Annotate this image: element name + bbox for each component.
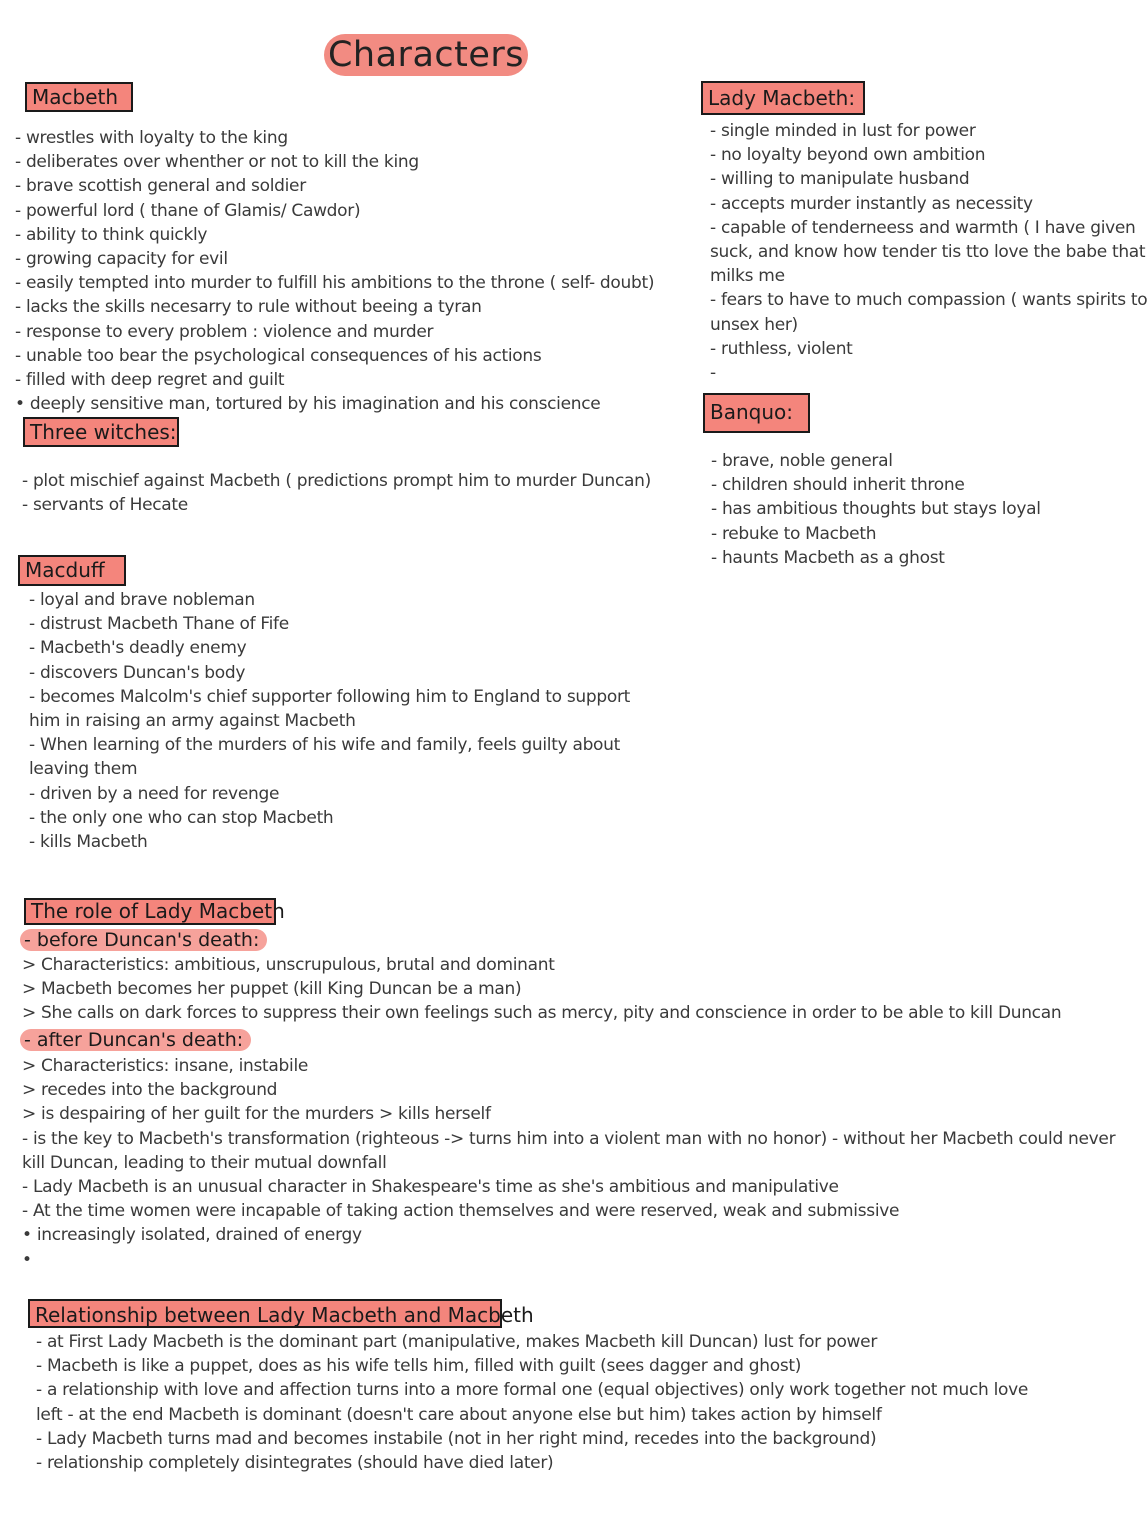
list-item: • deeply sensitive man, tortured by his imagination and his conscience xyxy=(15,394,601,415)
banquo-heading: Banquo: xyxy=(703,393,810,433)
before-death-label: - before Duncan's death: xyxy=(20,929,267,951)
list-item: - no loyalty beyond own ambition xyxy=(710,145,986,166)
list-item: - plot mischief against Macbeth ( predictions prompt him to murder Duncan) xyxy=(22,471,651,491)
list-item: - discovers Duncan's body xyxy=(29,662,246,683)
list-item: > Macbeth becomes her puppet (kill King Duncan be a man) xyxy=(22,979,522,1000)
list-item: - wrestles with loyalty to the king xyxy=(15,128,288,148)
list-item: unsex her) xyxy=(710,314,798,335)
list-item: - When learning of the murders of his wife and family, feels guilty about xyxy=(29,735,620,756)
list-item: - powerful lord ( thane of Glamis/ Cawdor) xyxy=(15,200,361,221)
list-item: - haunts Macbeth as a ghost xyxy=(711,547,945,568)
list-item: - brave scottish general and soldier xyxy=(15,176,306,197)
list-item: - fears to have to much compassion ( wants spirits to xyxy=(710,290,1147,311)
list-item: - willing to manipulate husband xyxy=(710,169,970,190)
list-item: > Characteristics: ambitious, unscrupulous, brutal and dominant xyxy=(22,955,555,975)
list-item: - the only one who can stop Macbeth xyxy=(29,807,334,828)
relationship-heading: Relationship between Lady Macbeth and Macbeth xyxy=(28,1299,502,1328)
list-item: - loyal and brave nobleman xyxy=(29,590,255,610)
list-item: - servants of Hecate xyxy=(22,495,188,516)
list-item: him in raising an army against Macbeth xyxy=(29,711,356,732)
lady-macbeth-heading: Lady Macbeth: xyxy=(701,81,865,115)
list-item: - driven by a need for revenge xyxy=(29,783,280,804)
list-item: - at First Lady Macbeth is the dominant part (manipulative, makes Macbeth kill Duncan) lust for power xyxy=(36,1332,878,1352)
list-item: - becomes Malcolm's chief supporter following him to England to support xyxy=(29,686,631,707)
list-item: - easily tempted into murder to fulfill his ambitions to the throne ( self- doubt) xyxy=(15,273,655,294)
list-item: - ruthless, violent xyxy=(710,338,853,359)
macbeth-heading: Macbeth xyxy=(25,82,133,112)
list-item: - distrust Macbeth Thane of Fife xyxy=(29,614,289,635)
lady-macbeth-list xyxy=(710,119,1147,385)
after-death-list xyxy=(22,1054,1116,1272)
banquo-list xyxy=(711,449,1071,570)
page-title: Characters xyxy=(324,34,528,76)
list-item: - Lady Macbeth is an unusual character in Shakespeare's time as she's ambitious and manipulative xyxy=(22,1177,839,1198)
before-death-list xyxy=(22,953,1072,1026)
list-item: > is despairing of her guilt for the murders > kills herself xyxy=(22,1104,491,1125)
after-death-label: - after Duncan's death: xyxy=(20,1029,251,1051)
list-item: - xyxy=(710,363,716,384)
macduff-list xyxy=(29,588,669,854)
list-item: - capable of tenderneess and warmth ( I have given xyxy=(710,217,1136,238)
list-item: milks me xyxy=(710,266,785,287)
list-item: - Macbeth is like a puppet, does as his wife tells him, filled with guilt (sees dagger and ghost) xyxy=(36,1356,802,1377)
macduff-heading: Macduff xyxy=(18,555,126,586)
list-item: - growing capacity for evil xyxy=(15,249,228,270)
list-item: left - at the end Macbeth is dominant (doesn't care about anyone else but him) takes action by himself xyxy=(36,1404,882,1425)
list-item: • increasingly isolated, drained of energy xyxy=(22,1225,362,1246)
list-item: • xyxy=(22,1249,32,1270)
list-item: - Lady Macbeth turns mad and becomes instabile (not in her right mind, recedes into the background) xyxy=(36,1428,877,1449)
list-item: - response to every problem : violence and murder xyxy=(15,321,434,342)
list-item: - relationship completely disintegrates (should have died later) xyxy=(36,1453,554,1474)
list-item: - lacks the skills necesarry to rule without beeing a tyran xyxy=(15,297,482,318)
list-item: leaving them xyxy=(29,759,138,780)
relationship-list xyxy=(36,1330,1076,1475)
witches-heading: Three witches: xyxy=(23,417,179,447)
list-item: - single minded in lust for power xyxy=(710,121,976,141)
list-item: - children should inherit throne xyxy=(711,475,965,496)
list-item: > Characteristics: insane, instabile xyxy=(22,1056,309,1076)
list-item: - a relationship with love and affection turns into a more formal one (equal objectives) only work together not much love xyxy=(36,1380,1029,1401)
list-item: - has ambitious thoughts but stays loyal xyxy=(711,499,1041,520)
list-item: - At the time women were incapable of taking action themselves and were reserved, weak and submissive xyxy=(22,1201,900,1222)
list-item: - deliberates over whenther or not to kill the king xyxy=(15,152,419,173)
list-item: - ability to think quickly xyxy=(15,224,208,245)
list-item: - rebuke to Macbeth xyxy=(711,523,877,544)
list-item: suck, and know how tender tis tto love the babe that xyxy=(710,242,1146,263)
list-item: - kills Macbeth xyxy=(29,832,148,853)
list-item: - unable too bear the psychological consequences of his actions xyxy=(15,345,542,366)
witches-list xyxy=(22,469,662,517)
list-item: > recedes into the background xyxy=(22,1080,278,1101)
list-item: kill Duncan, leading to their mutual downfall xyxy=(22,1152,387,1173)
list-item: - brave, noble general xyxy=(711,451,893,471)
role-heading: The role of Lady Macbeth xyxy=(24,898,276,925)
list-item: - Macbeth's deadly enemy xyxy=(29,638,247,659)
list-item: - filled with deep regret and guilt xyxy=(15,370,285,391)
macbeth-list xyxy=(15,126,655,416)
list-item: - is the key to Macbeth's transformation (righteous -> turns him into a violent man with no honor) - without her Macbeth could never xyxy=(22,1128,1116,1149)
list-item: > She calls on dark forces to suppress their own feelings such as mercy, pity and conscience in order to be able to kill Duncan xyxy=(22,1003,1062,1024)
list-item: - accepts murder instantly as necessity xyxy=(710,193,1033,214)
